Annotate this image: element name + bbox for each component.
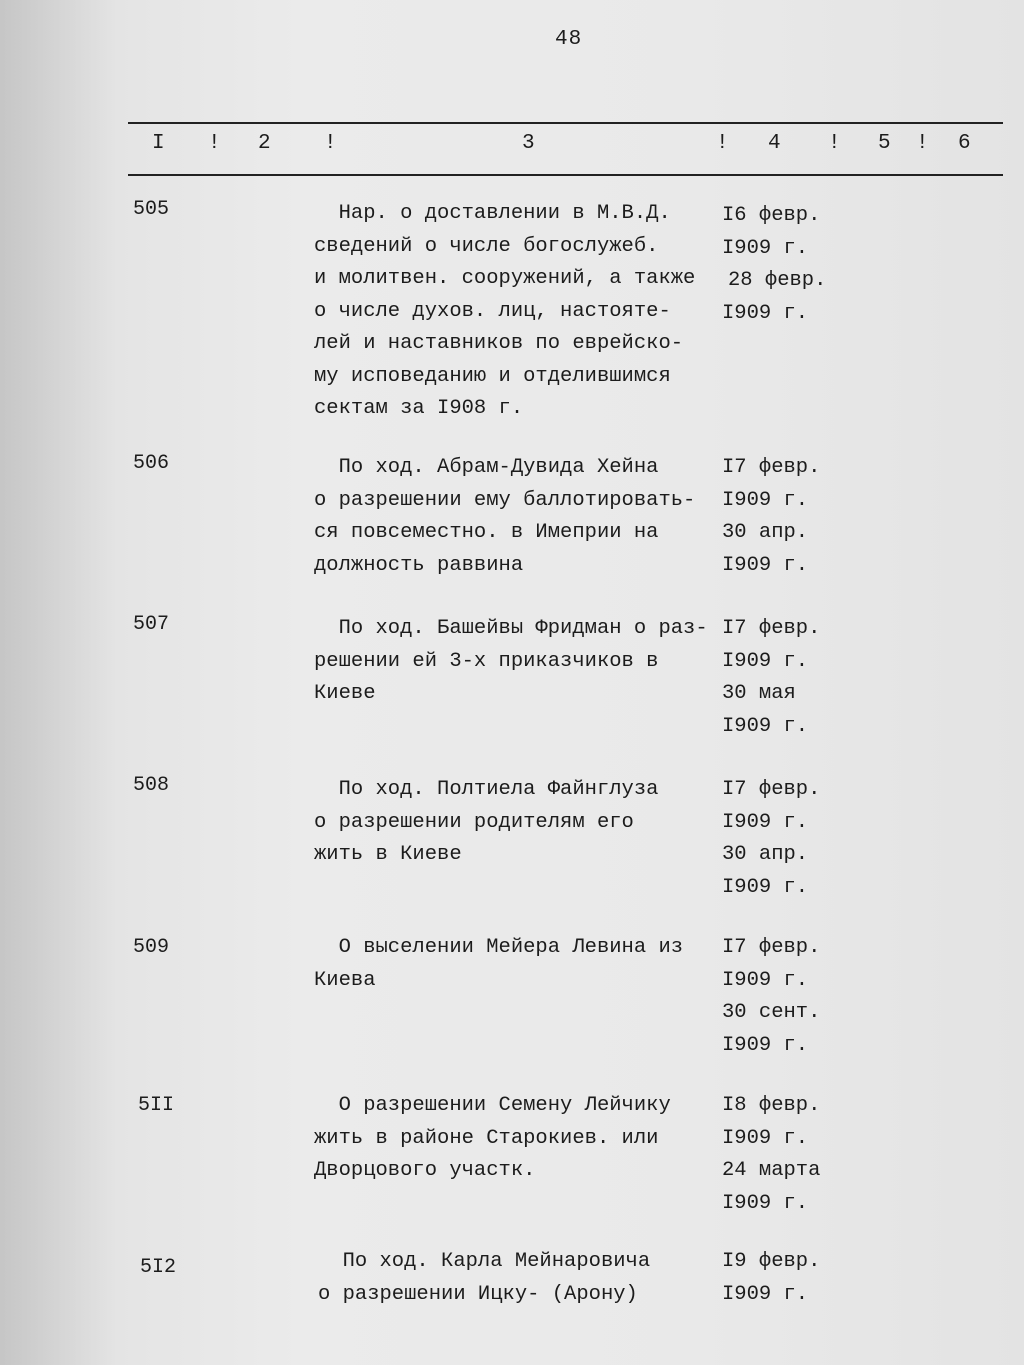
page-edge-shadow — [0, 0, 120, 1365]
date-line: I6 февр. — [722, 204, 821, 227]
entry-number: 5II — [138, 1094, 175, 1117]
header-col-6: 6 — [958, 132, 971, 155]
header-top-rule — [128, 122, 1003, 124]
description-line: По ход. Карла Мейнаровича — [318, 1250, 651, 1273]
description-line: жить в районе Старокиев. или — [314, 1126, 659, 1150]
date-line: 24 марта — [722, 1159, 821, 1182]
date-line: I909 г. — [722, 1282, 809, 1306]
header-col-2: 2 — [258, 132, 271, 155]
date-line: 30 апр. — [722, 521, 809, 544]
entry-number: 505 — [133, 198, 170, 221]
entry-description — [314, 1090, 729, 1188]
date-line: I7 февр. — [722, 778, 821, 801]
entry-number: 507 — [133, 613, 170, 636]
entry-number: 506 — [133, 452, 170, 475]
description-line: ся повсеместно. в Имеприи на — [314, 521, 659, 544]
entry-dates — [722, 200, 826, 330]
date-line: I909 г. — [722, 553, 809, 577]
date-line: 30 сент. — [722, 1001, 821, 1024]
entry-description — [314, 774, 729, 872]
entry-dates — [722, 1246, 820, 1311]
header-col-5: 5 — [878, 132, 891, 155]
description-line: о числе духов. лиц, настояте- — [314, 299, 671, 323]
description-line: По ход. Абрам-Дувида Хейна — [314, 456, 659, 479]
entry-dates — [722, 932, 820, 1062]
description-line: О разрешении Семену Лейчику — [314, 1094, 671, 1117]
header-separator-3: ! — [716, 132, 729, 155]
header-separator-1: ! — [208, 132, 221, 155]
entry-number: 509 — [133, 936, 170, 959]
date-line: 30 мая — [722, 682, 796, 705]
entry-dates — [722, 613, 820, 743]
date-line: I909 г. — [722, 875, 809, 899]
header-separator-4: ! — [828, 132, 841, 155]
date-line: I909 г. — [722, 968, 809, 992]
description-line: о разрешении Ицку- (Арону) — [318, 1282, 638, 1306]
description-line: лей и наставников по еврейско- — [314, 332, 684, 355]
date-line: I909 г. — [722, 1191, 809, 1215]
date-line: I909 г. — [722, 714, 809, 738]
date-line: I7 февр. — [722, 456, 821, 479]
entry-description — [314, 932, 729, 997]
date-line: I7 февр. — [722, 936, 821, 959]
date-line: I9 февр. — [722, 1250, 821, 1273]
entry-number: 508 — [133, 774, 170, 797]
date-line: I909 г. — [722, 649, 809, 673]
date-line: I909 г. — [722, 1033, 809, 1057]
date-line: I8 февр. — [722, 1094, 821, 1117]
description-line: Киеве — [314, 682, 376, 705]
header-separator-2: ! — [324, 132, 337, 155]
entry-dates — [722, 1090, 820, 1220]
description-line: му исповеданию и отделившимся — [314, 364, 671, 388]
description-line: По ход. Башейвы Фридман о раз- — [314, 617, 708, 640]
entry-dates — [722, 452, 820, 582]
entry-dates — [722, 774, 820, 904]
header-col-1: I — [152, 132, 165, 155]
entry-number: 5I2 — [140, 1256, 177, 1279]
description-line: По ход. Полтиела Файнглуза — [314, 778, 659, 801]
entry-description — [314, 452, 729, 582]
date-line: 28 февр. — [728, 269, 827, 292]
date-line: I909 г. — [722, 301, 809, 325]
description-line: Нар. о доставлении в М.В.Д. — [314, 202, 671, 225]
description-line: о разрешении ему баллотировать- — [314, 488, 696, 512]
entry-description — [314, 613, 729, 711]
date-line: I909 г. — [722, 1126, 809, 1150]
date-line: I909 г. — [722, 236, 809, 260]
header-col-3: 3 — [522, 132, 535, 155]
header-bottom-rule — [128, 174, 1003, 176]
description-line: Дворцового участк. — [314, 1159, 536, 1182]
date-line: I909 г. — [722, 810, 809, 834]
page-number: 48 — [555, 28, 583, 51]
date-line: I909 г. — [722, 488, 809, 512]
description-line: О выселении Мейера Левина из — [314, 936, 684, 959]
date-line: 30 апр. — [722, 843, 809, 866]
date-line: I7 февр. — [722, 617, 821, 640]
header-col-4: 4 — [768, 132, 781, 155]
description-line: о разрешении родителям его — [314, 810, 634, 834]
description-line: должность раввина — [314, 553, 524, 577]
description-line: и молитвен. сооружений, а также — [314, 267, 696, 290]
description-line: жить в Киеве — [314, 843, 462, 866]
description-line: Киева — [314, 968, 376, 992]
description-line: сведений о числе богослужеб. — [314, 234, 659, 258]
header-separator-5: ! — [916, 132, 929, 155]
description-line: решении ей 3-х приказчиков в — [314, 649, 659, 673]
entry-description — [318, 1246, 733, 1311]
entry-description — [314, 198, 729, 426]
description-line: сектам за I908 г. — [314, 397, 524, 420]
